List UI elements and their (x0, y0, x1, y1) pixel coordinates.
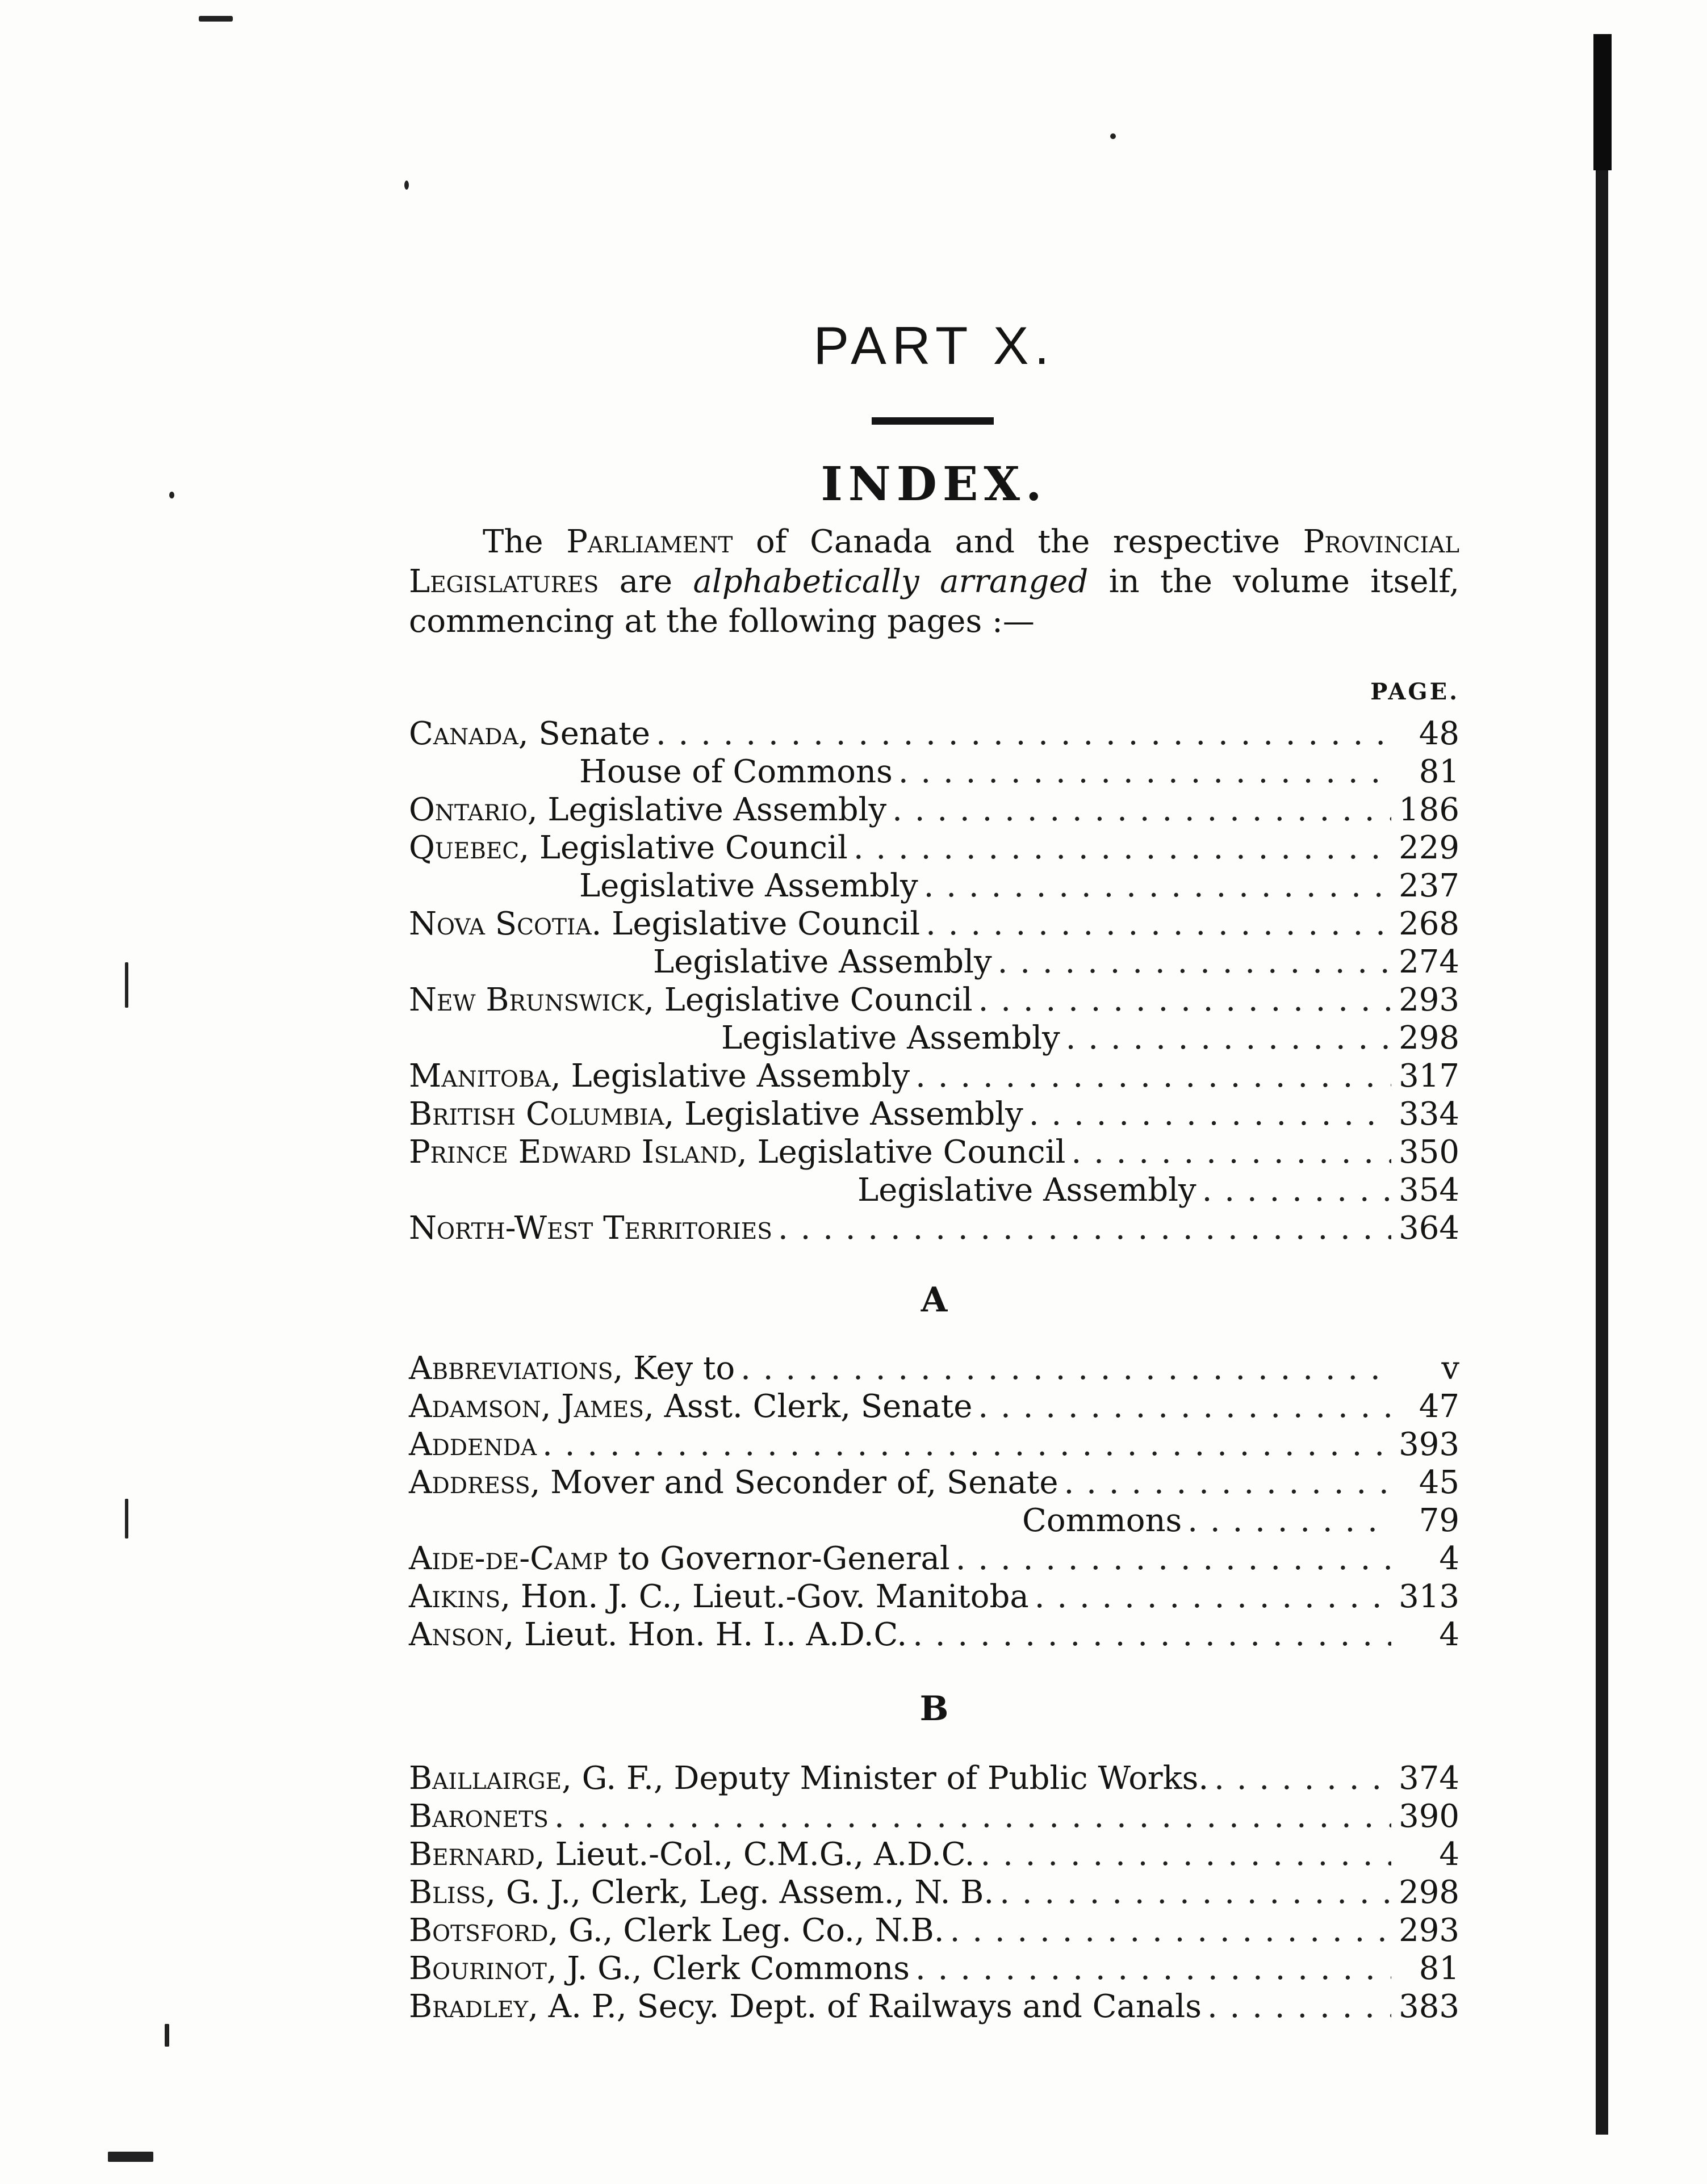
legislature-entry: House of Commons . . . 81 (409, 753, 1459, 791)
scan-speck (125, 962, 128, 1008)
index-entry: Adamson, James, Asst. Clerk, Senate . . . 47 (409, 1388, 1459, 1426)
page-binding-edge (1596, 34, 1608, 2135)
index-entry: Bernard, Lieut.-Col., C.M.G., A.D.C. . . . 4 (409, 1836, 1459, 1873)
index-entry: Baronets . . . 390 (409, 1798, 1459, 1835)
index-entry: Botsford, G., Clerk Leg. Co., N.B. . . . 293 (409, 1912, 1459, 1950)
scan-speck (404, 181, 409, 190)
intro-paragraph: The Parliament of Canada and the respective Provincial Legislatures are alphabetically arranged in the volume itself, commencing at the following pages :— (409, 523, 1460, 640)
legislature-entry: British Columbia, Legislative Assembly . . . 334 (409, 1096, 1459, 1133)
scan-speck (1110, 133, 1116, 139)
legislature-entry: Legislative Assembly . . . 298 (409, 1020, 1459, 1057)
index-entry: Abbreviations, Key to . . . v (409, 1350, 1459, 1387)
index-entry: Bradley, A. P., Secy. Dept. of Railways and Canals . . . 383 (409, 1988, 1459, 2026)
legislature-entry: Ontario, Legislative Assembly . . . 186 (409, 791, 1459, 829)
index-entry: Bourinot, J. G., Clerk Commons . . . 81 (409, 1950, 1459, 1988)
legislature-entry: Nova Scotia. Legislative Council . . . 268 (409, 906, 1459, 943)
index-entry: Bliss, G. J., Clerk, Leg. Assem., N. B. . . . 298 (409, 1874, 1459, 1911)
legislature-entry: Legislative Assembly . . . 274 (409, 944, 1459, 981)
legislature-entry: Legislative Assembly . . . 354 (409, 1172, 1459, 1209)
page-binding-edge-dark (1593, 34, 1612, 170)
index-entry: Aikins, Hon. J. C., Lieut.-Gov. Manitoba . . . 313 (409, 1578, 1459, 1616)
legislature-entry: New Brunswick, Legislative Council . . . 293 (409, 982, 1459, 1019)
scan-speck (108, 2152, 153, 2162)
legislature-entry: North-West Territories . . . 364 (409, 1210, 1459, 1247)
legislature-entry: Prince Edward Island, Legislative Council . . . 350 (409, 1134, 1459, 1171)
index-entry: Addenda . . . 393 (409, 1426, 1459, 1464)
index-entry: Address, Mover and Seconder of, Senate . . . 45 (409, 1464, 1459, 1502)
part-title: PART X. (813, 316, 1055, 375)
scan-speck (169, 492, 174, 498)
section-letter-a: A (921, 1280, 948, 1320)
legislature-entry: Canada, Senate . . . 48 (409, 715, 1459, 753)
section-letter-b: B (919, 1689, 949, 1729)
index-entry: Baillairge, G. F., Deputy Minister of Public Works. . . . 374 (409, 1760, 1459, 1797)
legislature-entry: Quebec, Legislative Council . . . 229 (409, 829, 1459, 867)
title-rule (872, 417, 994, 425)
index-entry: Aide-de-Camp to Governor-General . . . 4 (409, 1540, 1459, 1578)
index-entry: Anson, Lieut. Hon. H. I.. A.D.C. . . . 4 (409, 1616, 1459, 1654)
legislature-entry: Manitoba, Legislative Assembly . . . 317 (409, 1058, 1459, 1095)
scan-speck (199, 16, 233, 22)
scan-speck (125, 1499, 128, 1539)
page-column-header: PAGE. (1370, 678, 1459, 705)
index-entry: Commons . . . 79 (409, 1502, 1459, 1540)
scan-speck (165, 2024, 169, 2047)
index-title: INDEX. (821, 457, 1048, 512)
legislature-entry: Legislative Assembly . . . 237 (409, 867, 1459, 905)
